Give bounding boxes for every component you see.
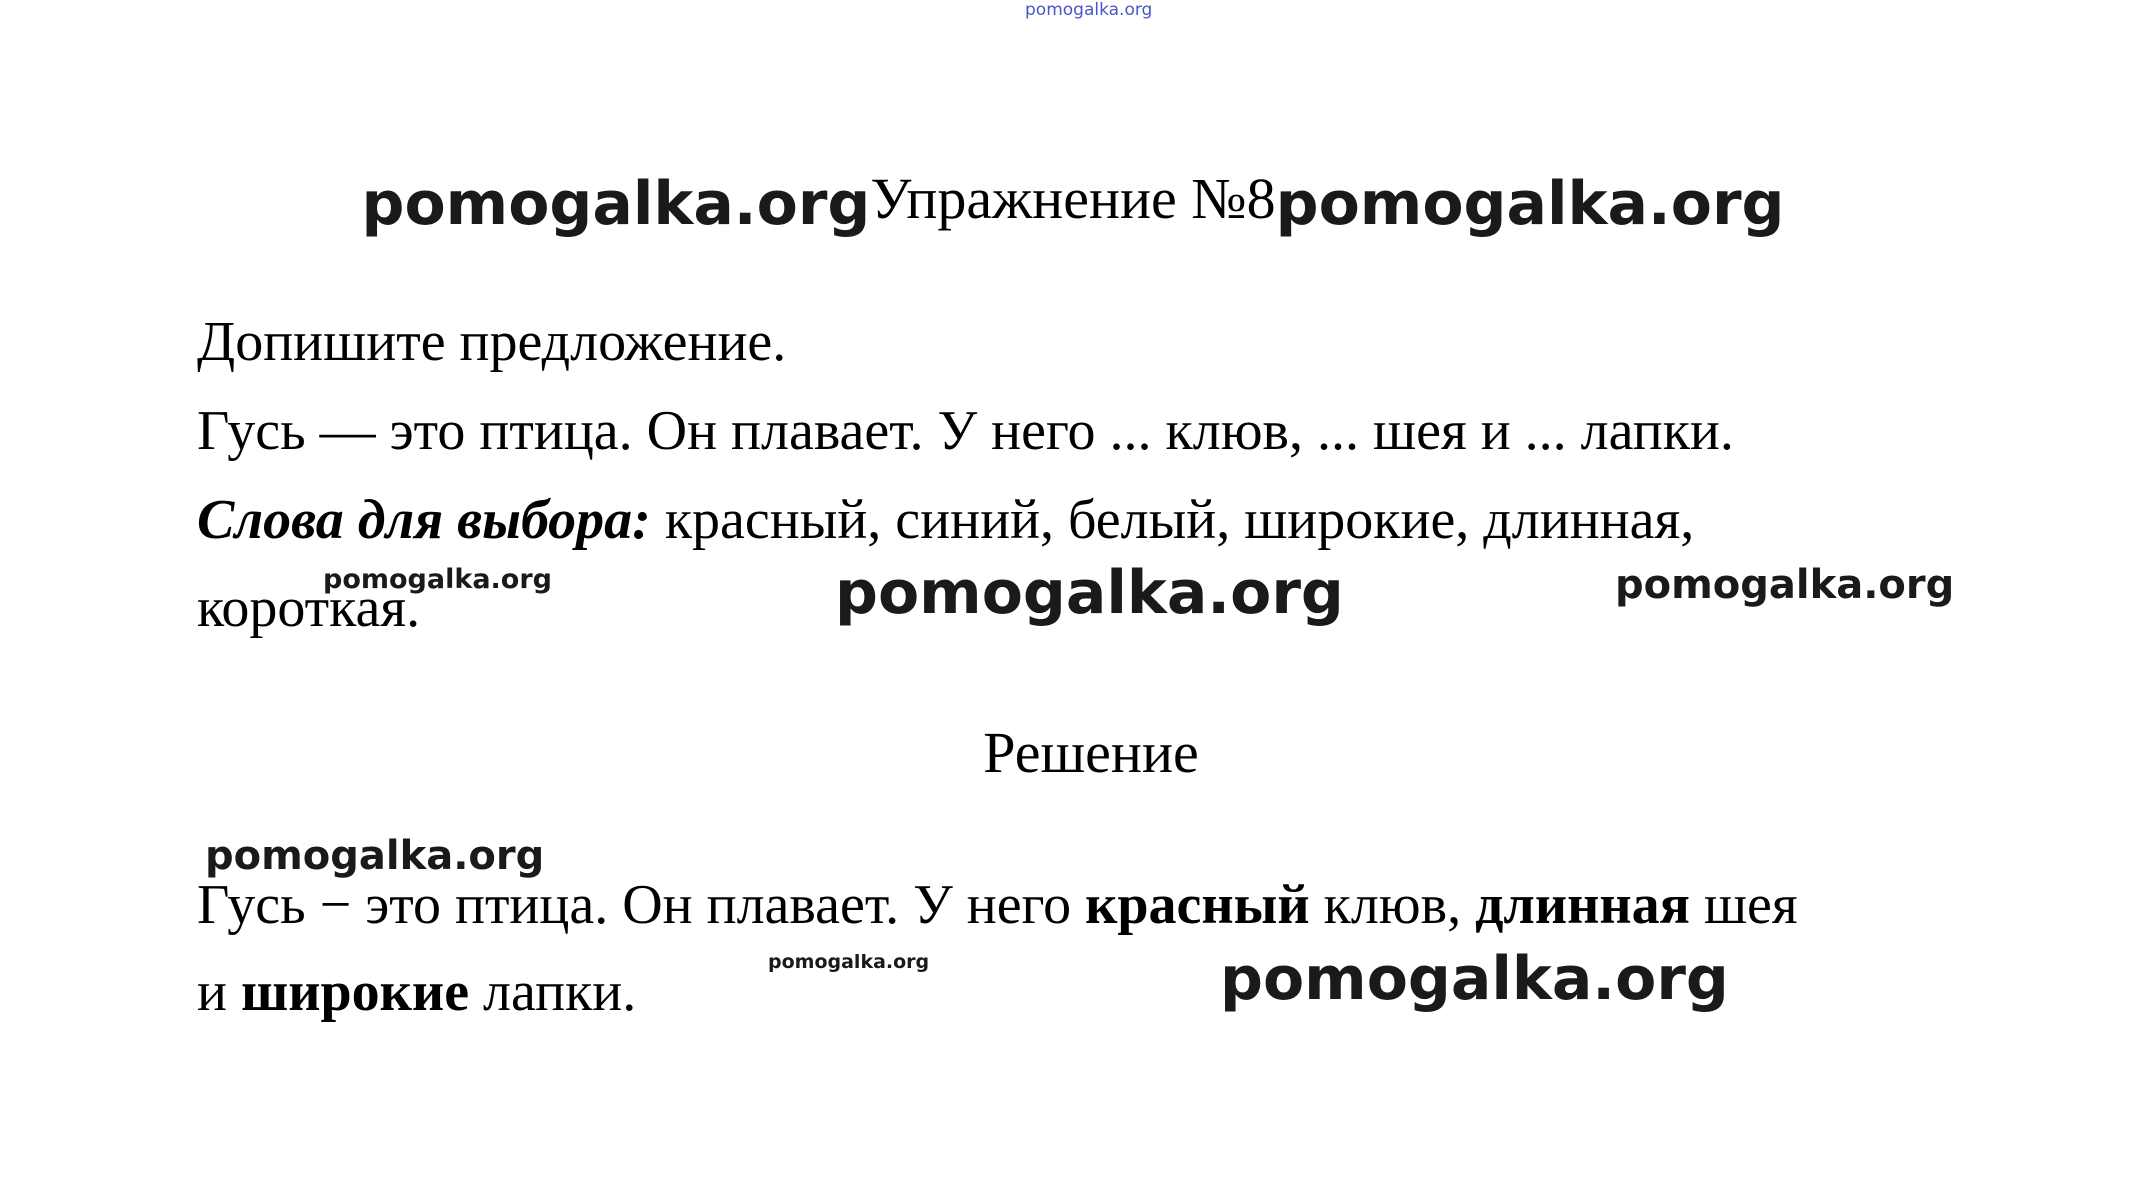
solution-text: клюв, (1309, 874, 1476, 936)
watermark-solution-large: pomogalka.org (1220, 944, 1729, 1014)
watermark-task-right: pomogalka.org (1615, 562, 1955, 608)
task-choices-line (197, 489, 1695, 551)
exercise-title-row (0, 166, 2146, 239)
watermark-task-large: pomogalka.org (835, 558, 1344, 628)
solution-text: Гусь − это птица. Он плавает. У него (197, 874, 1086, 936)
choices-label: Слова для выбора: (197, 489, 651, 551)
solution-text: шея (1689, 874, 1798, 936)
answer-word: длинная (1475, 874, 1690, 936)
exercise-title: Упражнение №8 (870, 166, 1276, 231)
solution-heading: Решение (983, 720, 1199, 785)
task-instruction: Допишите предложение. (197, 311, 787, 373)
watermark-title-left: pomogalka.org (361, 169, 871, 239)
answer-word: широкие (240, 961, 470, 1023)
choices-words: красный, синий, белый, широкие, длинная, (650, 489, 1695, 551)
task-choices-line-2: короткая. (197, 577, 421, 639)
task-sentence: Гусь — это птица. Он плавает. У него ... клюв, ... шея и ... лапки. (197, 400, 1734, 462)
answer-word: красный (1085, 874, 1310, 936)
watermark-solution-small: pomogalka.org (768, 951, 930, 973)
watermark-top-small: pomogalka.org (1025, 0, 1153, 20)
solution-line-1 (197, 874, 1798, 936)
solution-text: и (197, 961, 241, 1023)
solution-text: лапки. (469, 961, 637, 1023)
watermark-task-small: pomogalka.org (323, 564, 552, 595)
watermark-solution-left: pomogalka.org (205, 833, 545, 879)
solution-line-2 (197, 961, 637, 1023)
watermark-title-right: pomogalka.org (1275, 169, 1785, 239)
